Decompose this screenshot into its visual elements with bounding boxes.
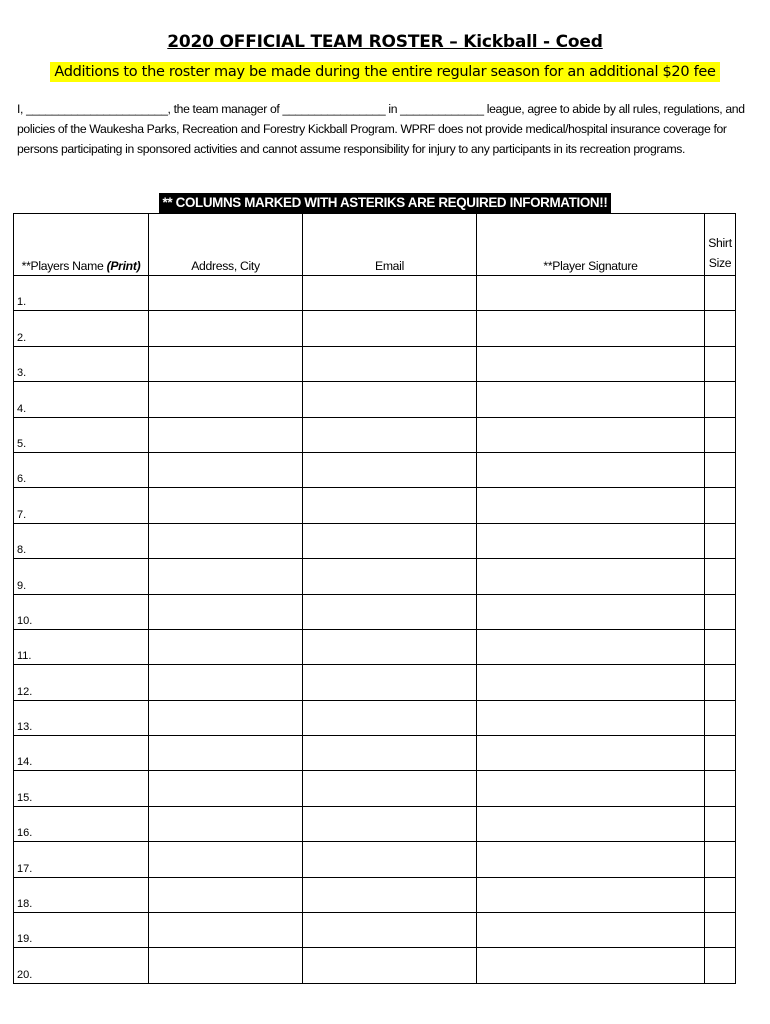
roster-row <box>14 913 736 948</box>
shirt-size-cell[interactable] <box>705 417 736 452</box>
email-cell[interactable] <box>303 594 477 629</box>
email-cell[interactable] <box>303 346 477 381</box>
roster-row <box>14 311 736 346</box>
shirt-size-cell[interactable] <box>705 629 736 664</box>
row-number: 6. <box>17 473 27 486</box>
shirt-size-cell[interactable] <box>705 913 736 948</box>
roster-header-row <box>14 214 736 276</box>
shirt-size-cell[interactable] <box>705 523 736 558</box>
player-signature-cell[interactable] <box>477 559 705 594</box>
email-header: Email <box>303 214 477 276</box>
row-number: 8. <box>17 544 27 557</box>
roster-table <box>13 213 736 984</box>
row-number: 15. <box>17 791 33 804</box>
address-city-cell[interactable] <box>149 736 303 771</box>
required-columns-banner: ** COLUMNS MARKED WITH ASTERIKS ARE REQUIRED INFORMATION!! <box>159 193 612 213</box>
player-name-cell[interactable] <box>14 665 149 700</box>
roster-row <box>14 417 736 452</box>
email-cell[interactable] <box>303 771 477 806</box>
shirt-size-cell[interactable] <box>705 736 736 771</box>
shirt-size-cell[interactable] <box>705 382 736 417</box>
shirt-size-cell[interactable] <box>705 559 736 594</box>
row-number: 16. <box>17 827 33 840</box>
email-cell[interactable] <box>303 806 477 841</box>
player-name-cell[interactable] <box>14 559 149 594</box>
address-city-cell[interactable] <box>149 417 303 452</box>
player-signature-cell[interactable] <box>477 948 705 983</box>
shirt-size-cell[interactable] <box>705 806 736 841</box>
address-city-cell[interactable] <box>149 346 303 381</box>
shirt-size-cell[interactable] <box>705 488 736 523</box>
roster-row <box>14 382 736 417</box>
roster-row <box>14 346 736 381</box>
player-signature-cell[interactable] <box>477 913 705 948</box>
address-city-header: Address, City <box>149 214 303 276</box>
row-number: 7. <box>17 508 27 521</box>
roster-row <box>14 276 736 311</box>
email-cell[interactable] <box>303 736 477 771</box>
roster-row <box>14 559 736 594</box>
row-number: 9. <box>17 579 27 592</box>
player-signature-cell[interactable] <box>477 276 705 311</box>
player-name-cell[interactable] <box>14 311 149 346</box>
roster-row <box>14 700 736 735</box>
row-number: 13. <box>17 721 33 734</box>
player-name-cell[interactable] <box>14 276 149 311</box>
player-signature-cell[interactable] <box>477 806 705 841</box>
shirt-size-header: Shirt Size <box>705 214 736 276</box>
shirt-size-cell[interactable] <box>705 276 736 311</box>
shirt-size-cell[interactable] <box>705 771 736 806</box>
row-number: 1. <box>17 296 27 309</box>
address-city-cell[interactable] <box>149 913 303 948</box>
row-number: 2. <box>17 331 27 344</box>
player-signature-cell[interactable] <box>477 629 705 664</box>
email-cell[interactable] <box>303 382 477 417</box>
address-city-cell[interactable] <box>149 311 303 346</box>
address-city-cell[interactable] <box>149 771 303 806</box>
player-signature-cell[interactable] <box>477 382 705 417</box>
roster-row <box>14 948 736 983</box>
roster-row <box>14 665 736 700</box>
email-cell[interactable] <box>303 452 477 487</box>
address-city-cell[interactable] <box>149 842 303 877</box>
player-name-cell[interactable] <box>14 736 149 771</box>
player-signature-cell[interactable] <box>477 452 705 487</box>
player-signature-cell[interactable] <box>477 346 705 381</box>
player-name-cell[interactable] <box>14 594 149 629</box>
player-name-cell[interactable] <box>14 346 149 381</box>
email-cell[interactable] <box>303 417 477 452</box>
player-name-cell[interactable] <box>14 948 149 983</box>
email-cell[interactable] <box>303 913 477 948</box>
address-city-cell[interactable] <box>149 452 303 487</box>
roster-row <box>14 629 736 664</box>
row-number: 3. <box>17 367 27 380</box>
roster-row <box>14 806 736 841</box>
email-cell[interactable] <box>303 629 477 664</box>
shirt-size-cell[interactable] <box>705 700 736 735</box>
address-city-cell[interactable] <box>149 877 303 912</box>
address-city-cell[interactable] <box>149 806 303 841</box>
shirt-size-cell[interactable] <box>705 948 736 983</box>
roster-row <box>14 771 736 806</box>
row-number: 12. <box>17 685 33 698</box>
email-cell[interactable] <box>303 276 477 311</box>
player-name-cell[interactable] <box>14 452 149 487</box>
address-city-cell[interactable] <box>149 382 303 417</box>
player-signature-cell[interactable] <box>477 877 705 912</box>
email-cell[interactable] <box>303 948 477 983</box>
row-number: 17. <box>17 862 33 875</box>
shirt-size-cell[interactable] <box>705 594 736 629</box>
shirt-size-cell[interactable] <box>705 842 736 877</box>
roster-row <box>14 523 736 558</box>
additions-notice: Additions to the roster may be made during the entire regular season for an additional $20 fee <box>50 62 719 82</box>
email-cell[interactable] <box>303 488 477 523</box>
email-cell[interactable] <box>303 523 477 558</box>
player-name-cell[interactable] <box>14 629 149 664</box>
player-name-cell[interactable] <box>14 417 149 452</box>
shirt-size-cell[interactable] <box>705 346 736 381</box>
address-city-cell[interactable] <box>149 559 303 594</box>
player-signature-header: **Player Signature <box>477 214 705 276</box>
player-signature-cell[interactable] <box>477 842 705 877</box>
email-cell[interactable] <box>303 559 477 594</box>
manager-agreement-text: I, ______________________, the team manager of ________________ in _____________ league, agree to abide by all rules, regulations, and policies of the Waukesha Parks, Recreation and Forestry Kickball Program. WPRF does not provide medical/hospital insurance coverage for persons participating in sponsored activities and cannot assume responsibility for injury to any participants in its recreation programs. <box>17 102 745 156</box>
roster-row <box>14 488 736 523</box>
address-city-cell[interactable] <box>149 629 303 664</box>
player-signature-cell[interactable] <box>477 665 705 700</box>
address-city-cell[interactable] <box>149 665 303 700</box>
roster-title: 2020 OFFICIAL TEAM ROSTER – Kickball - Coed <box>167 32 603 52</box>
player-signature-cell[interactable] <box>477 771 705 806</box>
player-name-cell[interactable] <box>14 842 149 877</box>
roster-row <box>14 736 736 771</box>
row-number: 14. <box>17 756 33 769</box>
address-city-cell[interactable] <box>149 700 303 735</box>
row-number: 10. <box>17 614 33 627</box>
player-name-cell[interactable] <box>14 700 149 735</box>
player-name-cell[interactable] <box>14 771 149 806</box>
roster-row <box>14 877 736 912</box>
player-name-cell[interactable] <box>14 382 149 417</box>
player-name-cell[interactable] <box>14 806 149 841</box>
players-name-header: **Players Name (Print) <box>14 214 149 276</box>
roster-row <box>14 842 736 877</box>
shirt-size-cell[interactable] <box>705 311 736 346</box>
player-signature-cell[interactable] <box>477 700 705 735</box>
player-signature-cell[interactable] <box>477 736 705 771</box>
address-city-cell[interactable] <box>149 488 303 523</box>
shirt-size-cell[interactable] <box>705 877 736 912</box>
player-name-cell[interactable] <box>14 523 149 558</box>
email-cell[interactable] <box>303 700 477 735</box>
row-number: 5. <box>17 437 27 450</box>
address-city-cell[interactable] <box>149 523 303 558</box>
shirt-size-cell[interactable] <box>705 452 736 487</box>
player-signature-cell[interactable] <box>477 311 705 346</box>
email-cell[interactable] <box>303 311 477 346</box>
row-number: 19. <box>17 933 33 946</box>
address-city-cell[interactable] <box>149 594 303 629</box>
address-city-cell[interactable] <box>149 948 303 983</box>
email-cell[interactable] <box>303 665 477 700</box>
email-cell[interactable] <box>303 842 477 877</box>
player-signature-cell[interactable] <box>477 488 705 523</box>
player-name-cell[interactable] <box>14 913 149 948</box>
row-number: 20. <box>17 968 33 981</box>
player-signature-cell[interactable] <box>477 523 705 558</box>
email-cell[interactable] <box>303 877 477 912</box>
row-number: 18. <box>17 898 33 911</box>
roster-row <box>14 594 736 629</box>
player-signature-cell[interactable] <box>477 417 705 452</box>
player-signature-cell[interactable] <box>477 594 705 629</box>
roster-row <box>14 452 736 487</box>
row-number: 11. <box>17 650 32 663</box>
row-number: 4. <box>17 402 27 415</box>
address-city-cell[interactable] <box>149 276 303 311</box>
shirt-size-cell[interactable] <box>705 665 736 700</box>
player-name-cell[interactable] <box>14 488 149 523</box>
player-name-cell[interactable] <box>14 877 149 912</box>
